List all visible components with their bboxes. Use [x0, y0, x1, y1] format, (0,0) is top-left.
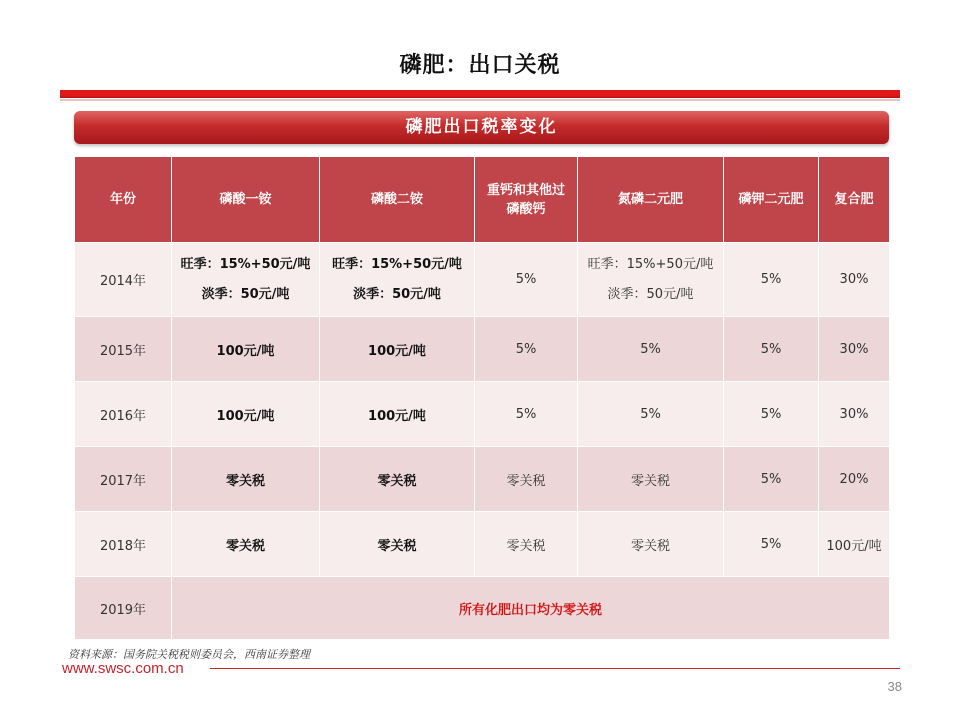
- cell-line: 旺季：15%+50元/吨: [332, 256, 462, 272]
- cell-tsp: 5%: [475, 317, 578, 382]
- cell-year: 2019年: [75, 577, 172, 640]
- cell-line: 旺季：15%+50元/吨: [180, 256, 311, 272]
- table-row: [75, 577, 890, 640]
- cell-map: [172, 243, 320, 317]
- title-divider-shadow: [60, 99, 900, 101]
- cell-tsp: 5%: [475, 243, 578, 317]
- cell-compound: 30%: [819, 243, 890, 317]
- footer-divider: [210, 668, 900, 669]
- cell-compound: 20%: [819, 447, 890, 512]
- cell-pk: 5%: [724, 243, 819, 317]
- cell-np: [578, 243, 724, 317]
- cell-year: 2015年: [75, 317, 172, 382]
- cell-line: 淡季：50元/吨: [607, 286, 694, 302]
- cell-pk: 5%: [724, 382, 819, 447]
- cell-map: 100元/吨: [172, 382, 320, 447]
- website-link[interactable]: www.swsc.com.cn: [62, 660, 184, 677]
- cell-year: 2014年: [75, 243, 172, 317]
- title-divider: [60, 90, 900, 98]
- page-title: 磷肥：出口关税: [399, 53, 561, 78]
- cell-tsp: 零关税: [475, 512, 578, 577]
- cell-dap: 零关税: [320, 512, 475, 577]
- cell-map: 零关税: [172, 512, 320, 577]
- cell-map: 100元/吨: [172, 317, 320, 382]
- cell-compound: 30%: [819, 382, 890, 447]
- table-row: [75, 382, 890, 447]
- cell-pk: 5%: [724, 447, 819, 512]
- cell-compound: 30%: [819, 317, 890, 382]
- cell-line: 淡季：50元/吨: [353, 286, 441, 302]
- cell-map: 零关税: [172, 447, 320, 512]
- cell-np: 零关税: [578, 447, 724, 512]
- header-compound: 复合肥: [819, 157, 890, 243]
- cell-np: 5%: [578, 382, 724, 447]
- header-map: 磷酸一铵: [172, 157, 320, 243]
- cell-pk: 5%: [724, 512, 819, 577]
- page-number: 38: [887, 679, 902, 694]
- source-note: 资料来源：国务院关税税则委员会，西南证券整理: [68, 648, 310, 661]
- cell-np: 5%: [578, 317, 724, 382]
- header-year: 年份: [75, 157, 172, 243]
- cell-line: 淡季：50元/吨: [201, 286, 290, 302]
- table-row: [75, 243, 890, 317]
- cell-dap: [320, 243, 475, 317]
- header-np: 氮磷二元肥: [578, 157, 724, 243]
- export-tax-table: [74, 156, 890, 640]
- cell-np: 零关税: [578, 512, 724, 577]
- cell-dap: 100元/吨: [320, 317, 475, 382]
- table-header-row: [75, 157, 890, 243]
- cell-year: 2017年: [75, 447, 172, 512]
- cell-merged-note: 所有化肥出口均为零关税: [172, 577, 890, 640]
- table-row: [75, 317, 890, 382]
- header-pk: 磷钾二元肥: [724, 157, 819, 243]
- cell-line: 旺季：15%+50元/吨: [587, 256, 714, 272]
- cell-tsp: 5%: [475, 382, 578, 447]
- table-row: [75, 512, 890, 577]
- table-row: [75, 447, 890, 512]
- cell-dap: 零关税: [320, 447, 475, 512]
- table-banner: 磷肥出口税率变化: [74, 111, 889, 144]
- header-dap: 磷酸二铵: [320, 157, 475, 243]
- cell-pk: 5%: [724, 317, 819, 382]
- cell-tsp: 零关税: [475, 447, 578, 512]
- cell-year: 2016年: [75, 382, 172, 447]
- cell-year: 2018年: [75, 512, 172, 577]
- header-tsp: 重钙和其他过 磷酸钙: [475, 157, 578, 243]
- cell-compound: 100元/吨: [819, 512, 890, 577]
- cell-dap: 100元/吨: [320, 382, 475, 447]
